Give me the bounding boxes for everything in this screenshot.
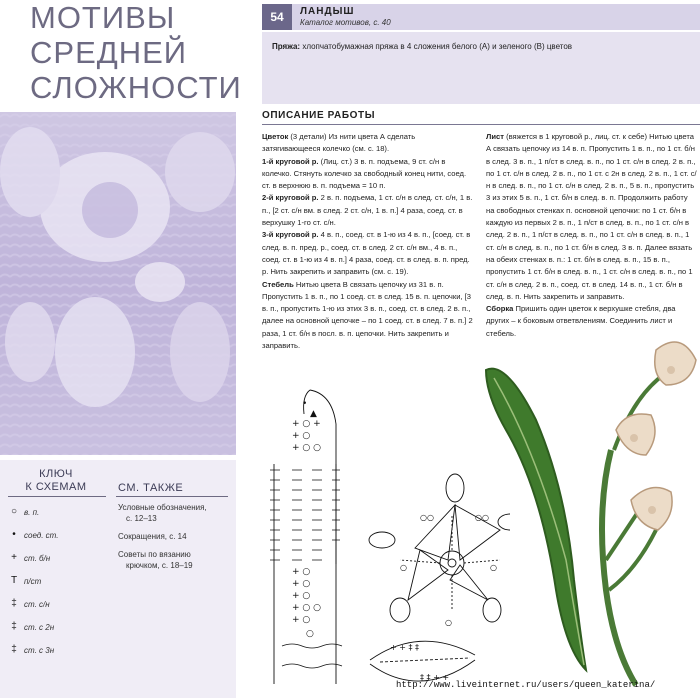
instructions-column-2 <box>486 131 698 340</box>
instruction-text: (вяжется в 1 круговой р., лиц. ст. к себе) Нитью цвета А связать цепочку из 14 в. п. Пропустить 1 в. п., по 1 ст. б/н в след. 3 в. п., 1 п/ст в след. в. п., по 1 ст. с/н в след. 2 в. п., по 1 ст. с/н в след. 2 в. п., по 1 ст. с 2н в след. 2 в. п., 1 ст. с/н в след. в. п., по 1 ст. с/н в след. 2 в. п., 5 в. п., пропустить 3 из этих 5 в. п., 1 ст. б/н в след. в. п. Продолжить работу на свободных стенках п. основной цепочки: по 1 ст. б/н в каждую из первых 2 в. п., 1 п/ст в след. в. п., по 1 ст. с/н в след. 2 в. п., 1 п/ст в след. в. п., по 1 ст. с/н в след. в. п., 1 ст. с/н в след. в. п., по 1 ст. б/н в след. 3 в. п. Далее вязать на обеих стенках в. п.: 1 ст. б/н в след. в. п., 15 в. п., пропустить 1 ст. б/н в след. в. п., 1 ст. с/н в след. в. п., по 1 ст. с/н в след. 2 в. п., соед. ст. в след. 14 в. п., 1 ст. б/н в след. в. п. Нить закрепить и заправить. <box>486 132 697 301</box>
svg-text:‡ ‡ + +: ‡ ‡ + + <box>420 673 450 682</box>
svg-text:+ ○: + ○ <box>292 579 311 589</box>
key-item <box>4 573 104 596</box>
key-item-label: соед. ст. <box>24 531 59 540</box>
svg-text:○○: ○○ <box>475 513 489 522</box>
double-treble-icon: ‡ <box>11 644 17 655</box>
instruction-heading: Лист <box>486 132 504 141</box>
key-item-label: в. п. <box>24 508 40 517</box>
lily-illustration <box>466 330 700 698</box>
motif-number-badge: 54 <box>262 4 292 30</box>
yarn-info-box <box>262 32 700 104</box>
instruction-text: (Лиц. ст.) 3 в. п. подъема, 9 ст. с/н в колечко. Стянуть колечко за свободный конец нити, соед. ст. в верхнюю в. п. подъема = 10 п. <box>262 156 467 191</box>
watermark-url: http://www.liveinternet.ru/users/queen_katerina/ <box>396 680 656 690</box>
svg-text:+ ○ ○: + ○ ○ <box>292 603 321 613</box>
section-title-line3: СЛОЖНОСТИ <box>30 70 242 105</box>
instruction-text: (3 детали) Из нити цвета А сделать затягивающееся колечко (см. с. 18). <box>262 132 416 154</box>
svg-text:○○: ○○ <box>420 513 434 522</box>
instruction-heading: Сборка <box>486 304 514 314</box>
instruction-paragraph <box>262 131 474 156</box>
section-title-line2: СРЕДНЕЙ <box>30 35 188 70</box>
yarn-description: хлопчатобумажная пряжа в 4 сложения белого (А) и зеленого (В) цветов <box>302 42 573 51</box>
instruction-heading: 1-й круговой р. <box>262 156 319 166</box>
see-also-item-line2: крючком, с. 18–19 <box>126 561 193 570</box>
flower-shape <box>655 342 696 385</box>
see-also-item <box>118 502 230 524</box>
key-title-line2: К СХЕМАМ <box>25 481 87 493</box>
key-item <box>4 550 104 573</box>
instruction-text: Нитью цвета В связать цепочку из 31 в. п. Пропустить 1 в. п., по 1 соед. ст. в след. 15 в. п. цепочки, [3 в. п., пропустить 1-ю из этих 3 в. п., соед. ст. в след. 2 в. п., далее на основной цепочке – по 1 соед. ст. в след. 7 в. п.] 2 раза, 1 ст. б/н в посл. в. п. цепочки. Нить закрепить и заправить. <box>262 279 473 351</box>
half-double-icon: T <box>10 575 18 586</box>
instruction-heading: 3-й круговой р. <box>262 230 319 240</box>
instruction-paragraph <box>262 156 474 193</box>
see-also-item-line1: Сокращения, с. 14 <box>118 532 187 541</box>
key-item <box>4 619 104 642</box>
svg-text:○: ○ <box>306 629 314 639</box>
svg-text:+ ○: + ○ <box>292 431 311 441</box>
motif-header <box>292 4 700 30</box>
svg-text:+ ○ ○: + ○ ○ <box>292 443 321 453</box>
section-title-line1: МОТИВЫ <box>30 0 176 35</box>
key-item <box>4 527 104 550</box>
instruction-text: 4 в. п., соед. ст. в 1-ю из 4 в. п., [соед. ст. в след. в. п. пред. р., соед. ст. в след. 2 ст. с/н вм., 4 в. п., соед. ст. в 1-ю из 4 в. п.] 4 раза, соед. ст. в след. в. п. пред. р. Нить закрепить и заправить (см. с. 19). <box>262 230 471 277</box>
key-item <box>4 504 104 527</box>
see-also-item-line1: Условные обозначения, <box>118 503 207 512</box>
key-item-label: ст. с 3н <box>24 646 55 655</box>
chain-stitch-icon: ○ <box>10 506 18 517</box>
instruction-text: 2 в. п. подъема, 1 ст. с/н в след. ст. с/н, 1 в. п., [2 ст. с/н вм. в след. 2 ст. с/н, 1 в. п.] 4 раза, соед. ст. в верхушку 1-го ст. с/н. <box>262 193 473 228</box>
key-item <box>4 642 104 665</box>
instruction-paragraph <box>486 131 698 303</box>
svg-text:+ ○: + ○ <box>292 567 311 577</box>
left-column <box>0 0 242 698</box>
instructions-column-1 <box>262 131 474 352</box>
single-crochet-icon: + <box>11 552 17 563</box>
svg-text:▲: ▲ <box>310 409 317 419</box>
instruction-heading: Стебель <box>262 279 294 289</box>
key-item-label: п/ст <box>24 577 42 586</box>
see-also-item <box>118 531 230 542</box>
see-also-item-line2: с. 12–13 <box>126 514 157 523</box>
key-divider <box>8 496 106 497</box>
work-description-title: ОПИСАНИЕ РАБОТЫ <box>262 110 376 121</box>
key-item-label: ст. с/н <box>24 600 50 609</box>
svg-text:○: ○ <box>445 618 452 627</box>
motif-photo <box>0 112 236 455</box>
key-title <box>8 468 104 494</box>
svg-text:+ ○ +: + ○ + <box>292 419 321 429</box>
instruction-paragraph <box>262 229 474 278</box>
key-panel <box>0 460 236 698</box>
key-title-line1: КЛЮЧ <box>39 468 73 480</box>
key-item <box>4 596 104 619</box>
see-also-title: СМ. ТАКЖЕ <box>118 482 184 494</box>
instruction-text: Пришить один цветок к верхушке стебля, два других – к боковым ответвлениям. Соединить лист и стебель. <box>486 304 676 338</box>
instruction-paragraph <box>262 279 474 353</box>
svg-text:+ + ‡ ‡: + + ‡ ‡ <box>390 643 420 652</box>
double-crochet-icon: ‡ <box>11 598 17 609</box>
svg-text:•: • <box>302 399 308 409</box>
svg-text:+ ○: + ○ <box>292 591 311 601</box>
catalog-reference: Каталог мотивов, с. 40 <box>300 18 391 27</box>
crochet-motif-image <box>0 112 236 455</box>
svg-text:○: ○ <box>400 563 407 572</box>
yarn-label: Пряжа: <box>272 42 301 51</box>
key-list <box>4 504 104 665</box>
section-title <box>30 0 242 105</box>
stem-diagram <box>262 384 352 698</box>
instruction-heading: Цветок <box>262 132 289 141</box>
key-item-label: ст. б/н <box>24 554 51 563</box>
see-also-list <box>118 502 230 578</box>
leaf-shape <box>486 369 586 670</box>
stem-chart <box>262 384 352 698</box>
see-also-item-line1: Советы по вязанию <box>118 550 191 559</box>
yarn-info <box>272 42 572 51</box>
slip-stitch-icon: • <box>12 529 16 540</box>
svg-text:○: ○ <box>490 563 497 572</box>
instruction-paragraph <box>262 192 474 229</box>
see-also-item <box>118 549 230 571</box>
instruction-heading: 2-й круговой р. <box>262 193 319 203</box>
see-also-divider <box>116 496 228 497</box>
motif-title: ЛАНДЫШ <box>300 6 355 17</box>
treble-crochet-icon: ‡ <box>11 621 17 632</box>
work-title-divider <box>262 124 700 125</box>
key-item-label: ст. с 2н <box>24 623 55 632</box>
svg-text:+ ○: + ○ <box>292 615 311 625</box>
lily-of-the-valley-photo <box>466 330 700 698</box>
